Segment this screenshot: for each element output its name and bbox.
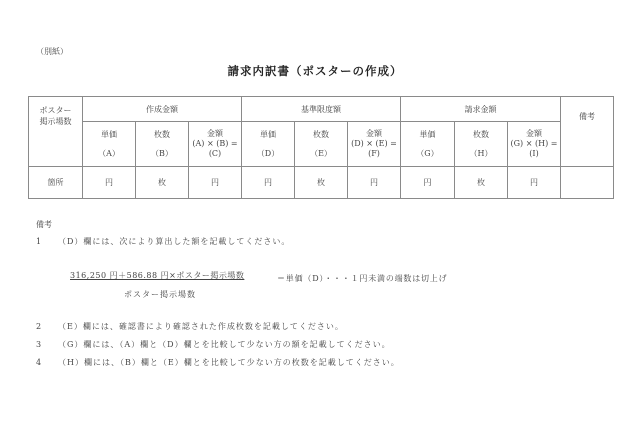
document-title: 請求内訳書（ポスターの作成） xyxy=(227,64,403,78)
formula-numerator: 316,250 円＋586.88 円×ポスター掲示場数 xyxy=(70,271,245,280)
col-header-amount-f: 金額 (D) × (E) = (F) xyxy=(348,122,401,167)
cell-unit-price-g[interactable]: 円 xyxy=(401,167,455,199)
group-header-claim: 請求金額 xyxy=(401,97,561,122)
poster-count-header: ポスター掲示場数 xyxy=(29,97,83,167)
col-header-unit-price-d: 単価 （D） xyxy=(242,122,295,167)
notes-heading: 備考 xyxy=(36,220,52,229)
col-header-unit-price-a: 単価 （A） xyxy=(83,122,136,167)
formula-result: ＝単価（D）・・・１円未満の端数は切上げ xyxy=(277,274,448,283)
cell-unit-price-a[interactable]: 円 xyxy=(83,167,136,199)
note-item-2: 2 （E）欄には、確認書により確認された作成枚数を記載してください。 xyxy=(36,322,344,331)
cell-amount-i[interactable]: 円 xyxy=(508,167,561,199)
cell-count-e[interactable]: 枚 xyxy=(295,167,348,199)
cell-unit-price-d[interactable]: 円 xyxy=(242,167,295,199)
col-header-amount-c: 金額 (A) × (B) = (C) xyxy=(189,122,242,167)
cell-poster-count[interactable]: 箇所 xyxy=(29,167,83,199)
table-row xyxy=(29,167,614,199)
group-header-standard-limit: 基準限度額 xyxy=(242,97,401,122)
cell-count-b[interactable]: 枚 xyxy=(136,167,189,199)
note-item-3: 3 （G）欄には、（A）欄と（D）欄とを比較して少ない方の額を記載してください。 xyxy=(36,340,391,349)
cell-amount-c[interactable]: 円 xyxy=(189,167,242,199)
col-header-count-h: 枚数 （H） xyxy=(455,122,508,167)
cell-amount-f[interactable]: 円 xyxy=(348,167,401,199)
remarks-header: 備考 xyxy=(561,97,614,167)
group-header-production: 作成金額 xyxy=(83,97,242,122)
annex-label: （別紙） xyxy=(36,47,68,56)
formula-denominator: ポスター掲示場数 xyxy=(124,290,196,299)
col-header-count-b: 枚数 （B） xyxy=(136,122,189,167)
col-header-count-e: 枚数 （E） xyxy=(295,122,348,167)
note-item-1: 1 （D）欄には、次により算出した額を記載してください。 xyxy=(36,237,291,246)
cell-remarks[interactable] xyxy=(561,167,614,199)
note-item-4: 4 （H）欄には、（B）欄と（E）欄とを比較して少ない方の枚数を記載してください。 xyxy=(36,358,400,367)
invoice-breakdown-table xyxy=(28,96,614,199)
col-header-unit-price-g: 単価 （G） xyxy=(401,122,455,167)
col-header-amount-i: 金額 (G) × (H) = (I) xyxy=(508,122,561,167)
cell-count-h[interactable]: 枚 xyxy=(455,167,508,199)
